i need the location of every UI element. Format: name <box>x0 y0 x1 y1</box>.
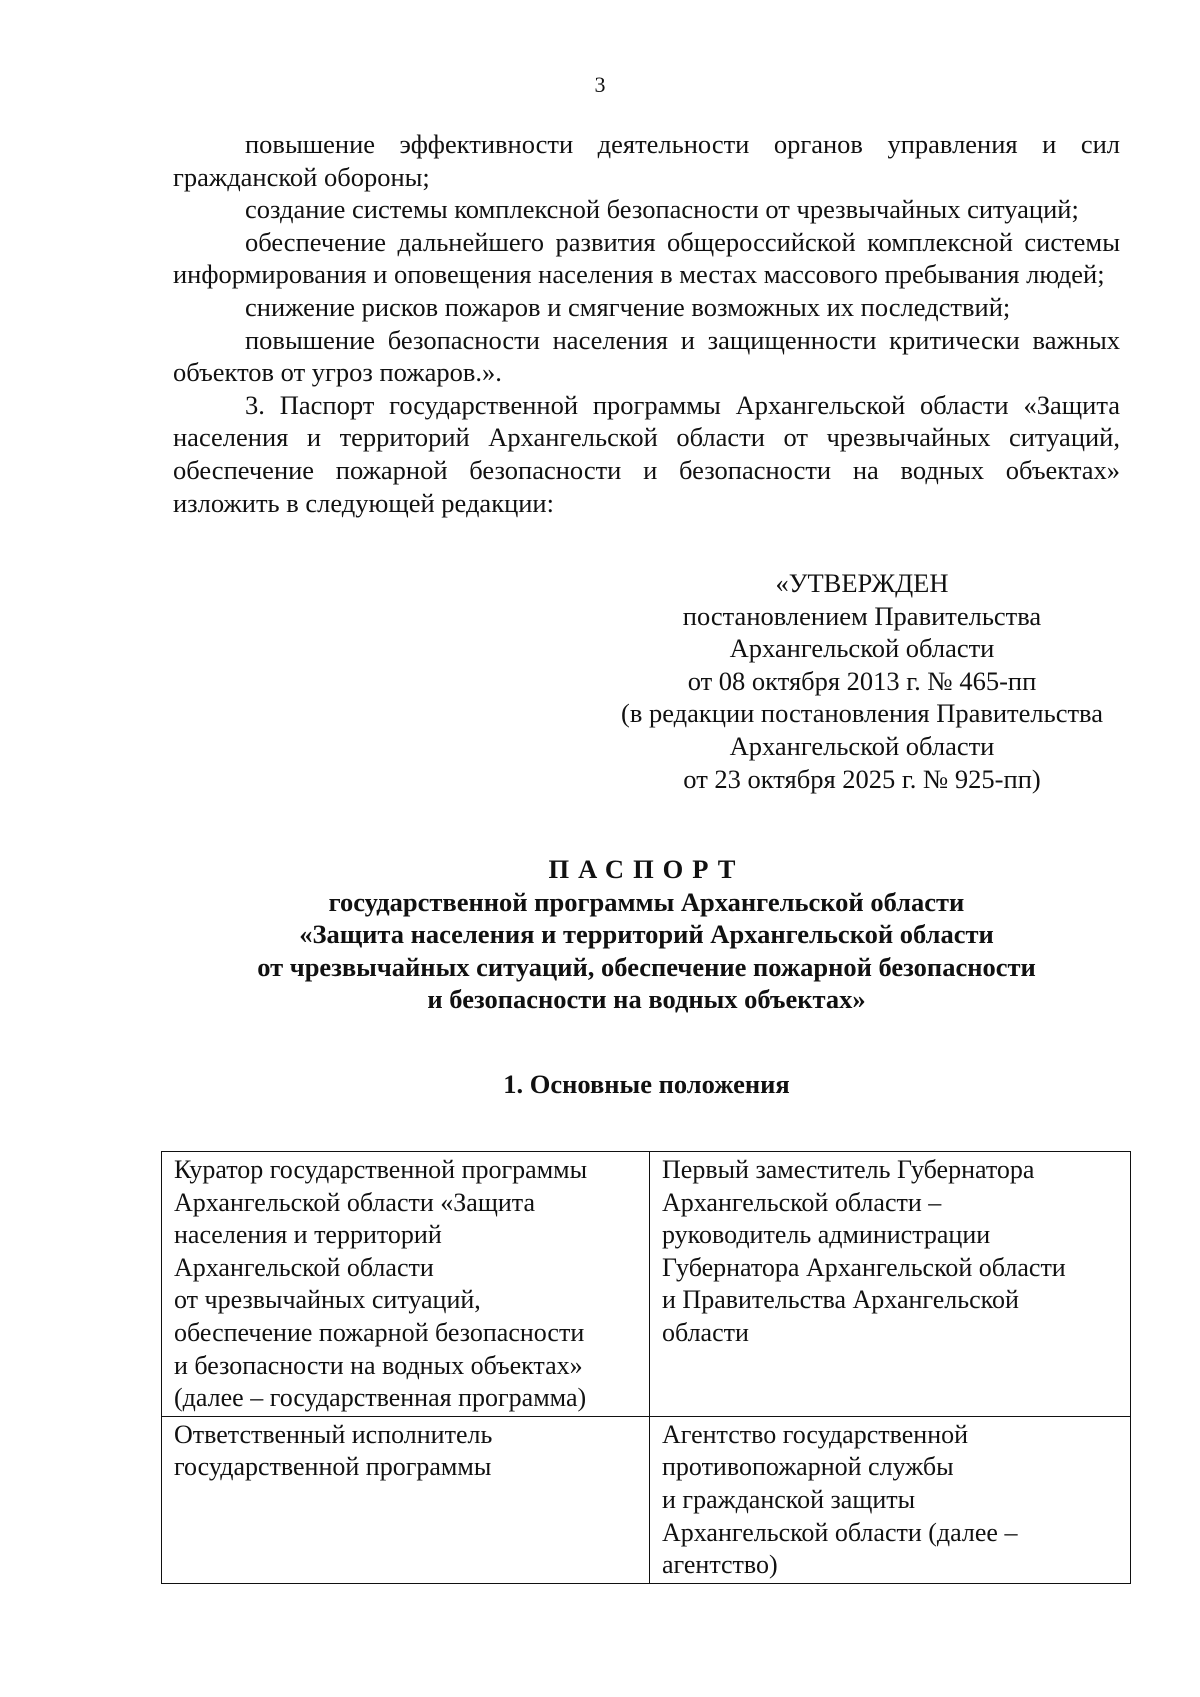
table-cell-label <box>162 1416 650 1583</box>
cell-line: Архангельской области «Защита <box>174 1187 535 1217</box>
body-text <box>173 128 1120 519</box>
cell-line: Куратор государственной программы <box>174 1155 588 1184</box>
paragraph: повышение эффективности деятельности органов управления и сил гражданской обороны; <box>173 129 1120 192</box>
cell-line: государственной программы <box>174 1452 492 1482</box>
table-cell-value <box>650 1152 1131 1417</box>
paragraph: создание системы комплексной безопасности от чрезвычайных ситуаций; <box>245 194 1079 225</box>
cell-line: и гражданской защиты <box>662 1484 916 1514</box>
approval-stamp-block <box>592 567 1132 795</box>
title-line: государственной программы Архангельской области <box>328 886 965 917</box>
cell-line: Первый заместитель Губернатора <box>662 1155 1035 1184</box>
cell-line: Архангельской области (далее – <box>662 1517 1018 1547</box>
passport-title <box>173 853 1120 1016</box>
cell-line: Ответственный исполнитель <box>174 1419 493 1449</box>
cell-line: агентство) <box>662 1550 778 1580</box>
section-heading: 1. Основные положения <box>503 1069 790 1099</box>
cell-line: Архангельской области – <box>662 1187 942 1217</box>
approval-line: (в редакции постановления Правительства <box>621 698 1103 729</box>
table-row <box>162 1416 1131 1583</box>
cell-line: Архангельской области <box>174 1252 434 1282</box>
cell-line: руководитель администрации <box>662 1220 991 1250</box>
title-line: от чрезвычайных ситуаций, обеспечение пожарной безопасности <box>257 951 1036 982</box>
cell-line: обеспечение пожарной безопасности <box>174 1317 585 1347</box>
cell-line: противопожарной службы <box>662 1452 954 1482</box>
passport-table <box>161 1151 1131 1584</box>
cell-line: области <box>662 1317 749 1347</box>
approval-line: от 23 октября 2025 г. № 925-пп) <box>683 763 1041 794</box>
approval-line: Архангельской области <box>729 633 995 664</box>
cell-line: Агентство государственной <box>662 1419 969 1449</box>
approval-line: «УТВЕРЖДЕН <box>775 568 949 598</box>
cell-line: и безопасности на водных объектах» <box>174 1350 583 1380</box>
table-row <box>162 1152 1131 1417</box>
approval-line: от 08 октября 2013 г. № 465-пп <box>687 665 1037 696</box>
table-cell-value <box>650 1416 1131 1583</box>
paragraph: повышение безопасности населения и защищенности критически важных объектов от угроз пожаров.». <box>173 324 1120 388</box>
cell-line: (далее – государственная программа) <box>174 1383 587 1413</box>
cell-line: населения и территорий <box>174 1220 442 1250</box>
paragraph: обеспечение дальнейшего развития общероссийской комплексной системы информирования и оповещения населения в местах массового пребывания людей; <box>173 226 1120 290</box>
cell-line: и Правительства Архангельской <box>662 1285 1019 1315</box>
cell-line: Губернатора Архангельской области <box>662 1252 1066 1282</box>
approval-line: постановлением Правительства <box>682 600 1042 631</box>
passport-heading: ПАСПОРТ <box>548 854 745 884</box>
table-cell-label <box>162 1152 650 1417</box>
page-number: 3 <box>594 72 606 97</box>
approval-line: Архангельской области <box>729 730 995 761</box>
paragraph: снижение рисков пожаров и смягчение возможных их последствий; <box>245 291 1011 322</box>
title-line: и безопасности на водных объектах» <box>427 984 866 1015</box>
title-line: «Защита населения и территорий Архангельской области <box>299 919 994 950</box>
paragraph: 3. Паспорт государственной программы Архангельской области «Защита населения и территорий Архангельской области от чрезвычайных ситуаций, обеспечение пожарной безопасности и безопасности на водных объектах» изложить в следующей редакции: <box>173 389 1120 518</box>
cell-line: от чрезвычайных ситуаций, <box>174 1285 481 1315</box>
